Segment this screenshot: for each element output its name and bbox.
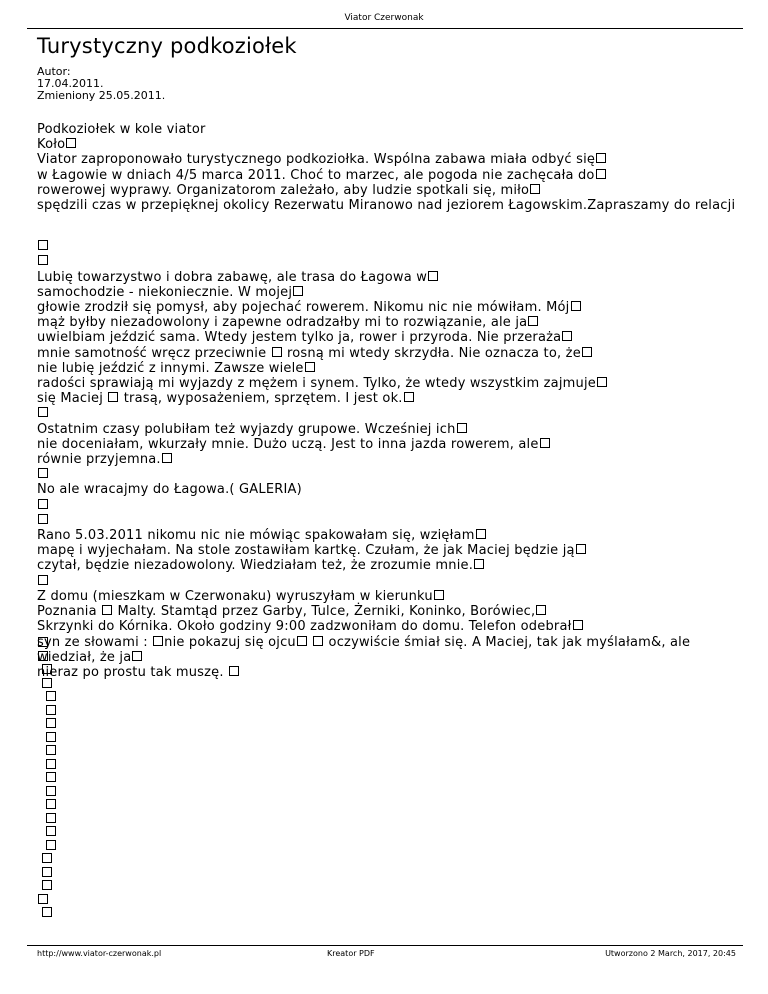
footer-generator: Kreator PDF bbox=[327, 949, 375, 958]
paragraph-line: radości sprawiają mi wyjazdy z mężem i synem. Tylko, że wtedy wszystkim zajmuje bbox=[37, 376, 747, 391]
article-meta bbox=[37, 66, 165, 102]
missing-glyph-icon bbox=[46, 799, 56, 809]
paragraph-line: Lubię towarzystwo i dobra zabawę, ale trasa do Łagowa w bbox=[37, 270, 747, 285]
missing-glyph-icon bbox=[38, 468, 48, 478]
paragraph-line: Poznania Malty. Stamtąd przez Garby, Tulce, Żerniki, Koninko, Borówiec, bbox=[37, 604, 747, 619]
missing-glyph-icon bbox=[102, 605, 112, 615]
paragraph-line bbox=[37, 254, 747, 269]
missing-glyph-icon bbox=[576, 544, 586, 554]
missing-glyph-icon bbox=[46, 813, 56, 823]
footer-url-link[interactable]: http://www.viator-czerwonak.pl bbox=[37, 949, 162, 958]
paragraph-line bbox=[37, 239, 747, 254]
paragraph-line: rowerowej wyprawy. Organizatorom zależało, aby ludzie spotkali się, miło bbox=[37, 183, 747, 198]
paragraph-line: samochodzie - niekoniecznie. W mojej bbox=[37, 285, 747, 300]
missing-glyph-icon bbox=[46, 732, 56, 742]
paragraph-line: nie doceniałam, wkurzały mnie. Dużo uczą. Jest to inna jazda rowerem, ale bbox=[37, 437, 747, 452]
missing-glyph-icon bbox=[530, 184, 540, 194]
missing-glyph-icon bbox=[46, 718, 56, 728]
missing-glyph-icon bbox=[42, 867, 52, 877]
missing-glyph-icon bbox=[46, 759, 56, 769]
missing-glyph-icon bbox=[597, 377, 607, 387]
paragraph-line: nieraz po prostu tak muszę. bbox=[37, 665, 747, 680]
paragraph-line: Z domu (mieszkam w Czerwonaku) wyruszyłam w kierunku bbox=[37, 589, 747, 604]
paragraph-line: czytał, będzie niezadowolony. Wiedziałam też, że zrozumie mnie. bbox=[37, 558, 747, 573]
missing-glyph-icon bbox=[536, 605, 546, 615]
missing-glyph-icon bbox=[46, 745, 56, 755]
missing-glyph-icon bbox=[38, 575, 48, 585]
article-title: Turystyczny podkoziołek bbox=[37, 34, 297, 58]
missing-glyph-icon bbox=[162, 453, 172, 463]
missing-glyph-icon bbox=[476, 529, 486, 539]
paragraph-line: Podkoziołek w kole viator bbox=[37, 122, 206, 137]
paragraph-line: syn ze słowami : nie pokazuj się ojcu oczywiście śmiał się. A Maciej, tak jak myślałam&, ale bbox=[37, 634, 691, 650]
missing-glyph-icon bbox=[457, 423, 467, 433]
missing-glyph-icon bbox=[428, 271, 438, 281]
paragraph-line: równie przyjemna. bbox=[37, 452, 747, 467]
missing-glyph-icon bbox=[540, 438, 550, 448]
paragraph-line bbox=[37, 498, 747, 513]
missing-glyph-icon bbox=[46, 772, 56, 782]
blank-line bbox=[37, 213, 747, 228]
missing-glyph-icon bbox=[132, 651, 142, 661]
paragraph-line: Rano 5.03.2011 nikomu nic nie mówiąc spakowałam się, wzięłam bbox=[37, 528, 747, 543]
missing-glyph-icon bbox=[404, 392, 414, 402]
paragraph-line: Viator zaproponowało turystycznego podkoziołka. Wspólna zabawa miała odbyć się bbox=[37, 152, 747, 167]
article-body bbox=[37, 122, 747, 680]
missing-glyph-icon bbox=[272, 347, 282, 357]
missing-glyph-icon bbox=[46, 840, 56, 850]
missing-glyph-icon bbox=[66, 138, 76, 148]
footer-created: Utworzono 2 March, 2017, 20:45 bbox=[605, 949, 736, 958]
blank-line bbox=[37, 228, 747, 239]
missing-glyph-icon bbox=[42, 907, 52, 917]
missing-glyph-icon bbox=[38, 894, 48, 904]
missing-glyph-icon bbox=[153, 636, 163, 646]
paragraph-line: się Maciej trasą, wyposażeniem, sprzętem. I jest ok. bbox=[37, 391, 747, 406]
missing-glyph-icon bbox=[305, 362, 315, 372]
author-label: Autor: bbox=[37, 65, 71, 78]
paragraph-line bbox=[37, 467, 747, 482]
paragraph-line: Ostatnim czasy polubiłam też wyjazdy grupowe. Wcześniej ich bbox=[37, 422, 747, 437]
paragraph-line: Skrzynki do Kórnika. Około godziny 9:00 zadzwoniłam do domu. Telefon odebrał bbox=[37, 619, 747, 634]
missing-glyph-icon bbox=[42, 678, 52, 688]
missing-glyph-icon bbox=[42, 853, 52, 863]
paragraph-line bbox=[37, 406, 747, 421]
missing-glyph-icon bbox=[46, 705, 56, 715]
missing-glyph-icon bbox=[42, 664, 52, 674]
missing-glyph-icon bbox=[38, 407, 48, 417]
paragraph-line: w Łagowie w dniach 4/5 marca 2011. Choć to marzec, ale pogoda nie zachęcała do bbox=[37, 168, 747, 183]
missing-glyph-icon bbox=[571, 301, 581, 311]
paragraph-line: nie lubię jeździć z innymi. Zawsze wiele bbox=[37, 361, 747, 376]
missing-glyph-icon bbox=[596, 169, 606, 179]
paragraph-line: No ale wracajmy do Łagowa.( GALERIA) bbox=[37, 482, 302, 498]
missing-glyph-icon bbox=[297, 636, 307, 646]
missing-glyph-icon bbox=[38, 255, 48, 265]
missing-glyph-icon bbox=[38, 651, 48, 661]
paragraph-line bbox=[37, 574, 747, 589]
missing-glyph-icon bbox=[38, 240, 48, 250]
missing-glyph-icon bbox=[528, 316, 538, 326]
paragraph-line: uwielbiam jeździć sama. Wtedy jestem tylko ja, rower i przyroda. Nie przeraża bbox=[37, 330, 747, 345]
paragraph-line: spędzili czas w przepięknej okolicy Rezerwatu Miranowo nad jeziorem Łagowskim.Zapraszamy do relacji bbox=[37, 198, 736, 214]
missing-glyph-icon bbox=[38, 637, 48, 647]
missing-glyph-icon bbox=[596, 153, 606, 163]
missing-glyph-icon bbox=[46, 786, 56, 796]
header-divider bbox=[27, 28, 743, 29]
paragraph-line: wiedział, że ja bbox=[37, 650, 747, 665]
missing-glyph-icon bbox=[582, 347, 592, 357]
missing-glyph-icon bbox=[562, 331, 572, 341]
paragraph-line: mąż byłby niezadowolony i zapewne odradzałby mi to rozwiązanie, ale ja bbox=[37, 315, 747, 330]
footer-divider bbox=[27, 945, 743, 946]
paragraph-line: mapę i wyjechałam. Na stole zostawiłam kartkę. Czułam, że jak Maciej będzie ją bbox=[37, 543, 747, 558]
article-modified: Zmieniony 25.05.2011. bbox=[37, 89, 166, 102]
missing-glyph-icon bbox=[46, 691, 56, 701]
missing-glyph-icon bbox=[108, 392, 118, 402]
paragraph-line: mnie samotność wręcz przeciwnie rosną mi wtedy skrzydła. Nie oznacza to, że bbox=[37, 346, 747, 361]
missing-glyph-icon bbox=[573, 620, 583, 630]
missing-glyph-icon bbox=[434, 590, 444, 600]
site-header: Viator Czerwonak bbox=[344, 13, 424, 23]
paragraph-line bbox=[37, 513, 747, 528]
paragraph-line: głowie zrodził się pomysł, aby pojechać rowerem. Nikomu nic nie mówiłam. Mój bbox=[37, 300, 747, 315]
missing-glyph-icon bbox=[42, 880, 52, 890]
missing-glyph-icon bbox=[38, 499, 48, 509]
paragraph-line: Koło bbox=[37, 137, 747, 152]
missing-glyph-icon bbox=[313, 636, 323, 646]
missing-glyph-icon bbox=[38, 514, 48, 524]
missing-glyph-icon bbox=[46, 826, 56, 836]
article-date: 17.04.2011. bbox=[37, 77, 104, 90]
missing-glyph-icon bbox=[474, 559, 484, 569]
missing-glyph-icon bbox=[293, 286, 303, 296]
missing-glyph-icon bbox=[229, 666, 239, 676]
